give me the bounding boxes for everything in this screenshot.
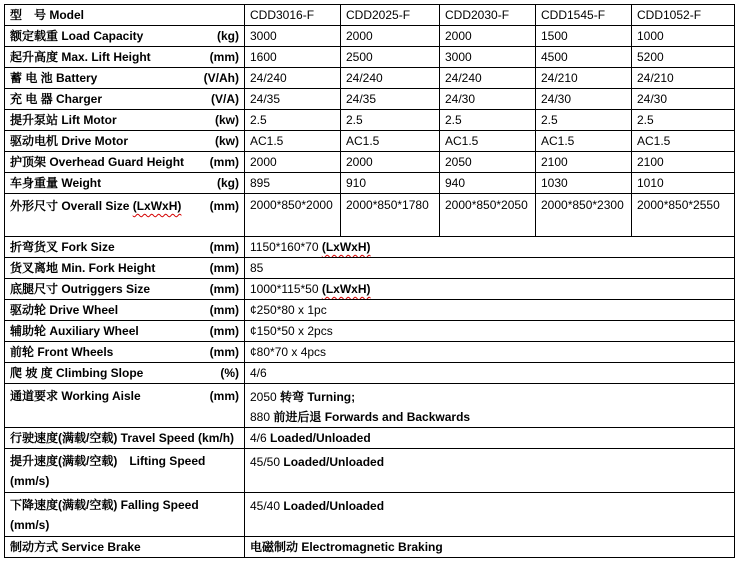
spec-value-cell: 24/30 [440, 89, 536, 110]
merged-value-cell [245, 363, 735, 384]
row-unit: (mm) [209, 389, 239, 403]
row-unit: (mm) [209, 302, 239, 317]
value-segment: (LxWxH) [321, 240, 371, 254]
value-line [250, 237, 729, 257]
spec-value-cell: 2000*850*2300 [536, 194, 632, 237]
model-column-header: CDD2030-F [440, 5, 536, 26]
label-segment: 制动方式 Service Brake [10, 539, 141, 554]
spec-value-cell: 2.5 [245, 110, 341, 131]
value-line [250, 300, 729, 320]
spec-value-cell: 2.5 [536, 110, 632, 131]
row-label-text [10, 259, 155, 278]
row-label-text [10, 90, 102, 109]
row-label-text [10, 111, 117, 130]
row-label-line2: (mm/s) [10, 474, 50, 488]
row-label-line [10, 496, 239, 515]
row-label [5, 89, 245, 110]
spec-value-cell: 2050 [440, 152, 536, 173]
value-segment: 电磁制动 Electromagnetic Braking [250, 540, 443, 554]
row-label-line [10, 48, 239, 67]
merged-value-cell [245, 342, 735, 363]
spec-value-cell: 2.5 [341, 110, 440, 131]
value-segment: ¢150*50 x 2pcs [250, 324, 333, 338]
spec-value-cell: 24/210 [536, 68, 632, 89]
spec-value-cell: AC1.5 [440, 131, 536, 152]
model-column-header: CDD3016-F [245, 5, 341, 26]
spec-value-cell: 2000 [341, 26, 440, 47]
table-row [5, 449, 735, 493]
spec-table [4, 4, 735, 558]
merged-value-cell [245, 384, 735, 428]
table-row [5, 194, 735, 237]
table-row [5, 428, 735, 449]
row-label-line [10, 538, 239, 557]
row-label [5, 194, 245, 237]
row-label-line [10, 153, 239, 172]
row-label [5, 537, 245, 558]
spec-value-cell: 3000 [440, 47, 536, 68]
label-segment: 外形尺寸 Overall Size [10, 199, 133, 213]
row-label-line [10, 301, 239, 320]
value-segment: 1150*160*70 [250, 240, 322, 254]
model-header-label: 型 号 Model [5, 5, 245, 26]
spec-value-cell: 2000 [440, 26, 536, 47]
row-label-text [10, 132, 128, 151]
table-row [5, 300, 735, 321]
row-label-text [10, 322, 139, 341]
spec-value-cell: 24/35 [341, 89, 440, 110]
row-label [5, 300, 245, 321]
row-label-line [10, 197, 239, 216]
merged-value-cell [245, 428, 735, 449]
spec-value-cell: 940 [440, 173, 536, 194]
spec-value-cell: 2000 [341, 152, 440, 173]
value-segment: Loaded/Unloaded [283, 499, 385, 513]
table-row [5, 237, 735, 258]
row-label [5, 384, 245, 428]
table-row [5, 493, 735, 537]
spec-value-cell: 24/240 [341, 68, 440, 89]
label-segment: 行驶速度(满载/空载) Travel Speed (km/h) [10, 430, 235, 445]
spec-value-cell: 1600 [245, 47, 341, 68]
label-segment: 车身重量 Weight [10, 175, 102, 190]
row-unit: (mm) [209, 260, 239, 275]
spec-value-cell: 2000*850*2000 [245, 194, 341, 237]
row-label-line [10, 27, 239, 46]
value-segment: 前进后退 Forwards and Backwards [273, 410, 471, 424]
spec-value-cell: 2100 [536, 152, 632, 173]
spec-value-cell: 2000*850*1780 [341, 194, 440, 237]
row-unit: (mm) [209, 199, 239, 213]
label-segment: 驱动电机 Drive Motor [10, 133, 129, 148]
merged-value-cell [245, 493, 735, 537]
spec-value-cell: 2000 [245, 152, 341, 173]
value-segment: 4/6 [250, 431, 271, 445]
spec-value-cell: 2.5 [440, 110, 536, 131]
table-row [5, 152, 735, 173]
spec-value-cell: AC1.5 [341, 131, 440, 152]
row-label [5, 110, 245, 131]
table-row [5, 342, 735, 363]
row-unit: (mm) [209, 239, 239, 254]
row-label-text [10, 174, 101, 193]
row-label [5, 363, 245, 384]
row-label-text [10, 387, 141, 406]
spec-value-cell: 895 [245, 173, 341, 194]
table-row [5, 110, 735, 131]
label-segment: 底腿尺寸 Outriggers Size [10, 281, 151, 296]
label-segment: 货叉离地 Min. Fork Height [10, 260, 156, 275]
value-segment: 2050 [250, 390, 281, 404]
label-segment: 蓄 电 池 Battery [10, 70, 98, 85]
spec-value-cell: 2100 [632, 152, 735, 173]
spec-value-cell: 24/30 [632, 89, 735, 110]
spec-value-cell: 1500 [536, 26, 632, 47]
label-segment: 提升速度(满载/空载) Lifting Speed [10, 454, 206, 468]
row-label [5, 26, 245, 47]
row-unit: (mm) [209, 281, 239, 296]
row-label-line [10, 259, 239, 278]
row-label [5, 428, 245, 449]
label-segment: 起升高度 Max. Lift Height [10, 49, 151, 64]
row-unit: (%) [220, 365, 239, 380]
row-label-line [10, 111, 239, 130]
spec-value-cell: 24/240 [440, 68, 536, 89]
spec-value-cell: 24/240 [245, 68, 341, 89]
row-label-line [10, 387, 239, 406]
spec-value-cell: 2.5 [632, 110, 735, 131]
label-segment: 提升泵站 Lift Motor [10, 112, 117, 127]
row-label-line [10, 90, 239, 109]
value-line [250, 342, 729, 362]
row-unit: (kg) [217, 175, 239, 190]
row-label-line [10, 132, 239, 151]
value-segment: (LxWxH) [321, 282, 371, 296]
model-column-header: CDD1052-F [632, 5, 735, 26]
row-unit: (kw) [215, 112, 239, 127]
row-label-line [10, 238, 239, 257]
row-label [5, 152, 245, 173]
row-label-line [10, 364, 239, 383]
value-segment: 转弯 Turning; [280, 390, 356, 404]
row-label-text [10, 364, 143, 383]
spec-value-cell: AC1.5 [245, 131, 341, 152]
spec-value-cell: 24/30 [536, 89, 632, 110]
row-label [5, 68, 245, 89]
value-line [250, 321, 729, 341]
row-unit: (mm) [209, 49, 239, 64]
table-row [5, 131, 735, 152]
row-label [5, 47, 245, 68]
spec-value-cell: 2500 [341, 47, 440, 68]
row-unit: (V/A) [211, 91, 239, 106]
row-label-text [10, 429, 234, 448]
row-label [5, 449, 245, 493]
value-line [250, 363, 729, 383]
row-unit: (mm) [209, 154, 239, 169]
spec-value-cell: 24/210 [632, 68, 735, 89]
row-label-text [10, 48, 151, 67]
row-label-line [10, 69, 239, 88]
table-row [5, 89, 735, 110]
value-line [250, 496, 729, 516]
value-line [250, 387, 729, 407]
label-segment: 爬 坡 度 Climbing Slope [10, 365, 144, 380]
model-column-header: CDD2025-F [341, 5, 440, 26]
row-label-line [10, 174, 239, 193]
row-label-text [10, 538, 141, 557]
spec-value-cell: 3000 [245, 26, 341, 47]
value-segment: 4/6 [250, 366, 267, 380]
spec-value-cell: 2000*850*2050 [440, 194, 536, 237]
row-unit: (mm) [209, 323, 239, 338]
value-segment: ¢80*70 x 4pcs [250, 345, 327, 359]
table-header-row [5, 5, 735, 26]
label-segment: 折弯货叉 Fork Size [10, 239, 115, 254]
table-row [5, 258, 735, 279]
table-row [5, 173, 735, 194]
value-line [250, 537, 729, 557]
spec-value-cell: 910 [341, 173, 440, 194]
spec-value-cell: 5200 [632, 47, 735, 68]
table-row [5, 384, 735, 428]
row-label [5, 342, 245, 363]
value-line [250, 279, 729, 299]
row-label-text [10, 301, 118, 320]
merged-value-cell [245, 258, 735, 279]
value-line [250, 428, 729, 448]
row-label-line2: (mm/s) [10, 518, 50, 532]
row-label [5, 279, 245, 300]
row-label-line [10, 280, 239, 299]
label-segment: 辅助轮 Auxiliary Wheel [10, 323, 139, 338]
label-segment: 前轮 Front Wheels [10, 344, 114, 359]
merged-value-cell [245, 449, 735, 493]
spec-table-body [5, 5, 735, 558]
value-segment: 880 [250, 410, 274, 424]
row-unit: (mm) [209, 344, 239, 359]
row-label-text [10, 280, 150, 299]
table-row [5, 537, 735, 558]
merged-value-cell [245, 537, 735, 558]
row-label-line [10, 322, 239, 341]
spec-value-cell: 4500 [536, 47, 632, 68]
row-unit: (kg) [217, 28, 239, 43]
value-segment: 85 [250, 261, 264, 275]
value-segment: 45/40 [250, 499, 284, 513]
merged-value-cell [245, 300, 735, 321]
label-segment: 通道要求 Working Aisle [10, 389, 141, 403]
spec-value-cell: 1000 [632, 26, 735, 47]
value-segment: ¢250*80 x 1pc [250, 303, 327, 317]
label-segment: 驱动轮 Drive Wheel [10, 302, 119, 317]
table-row [5, 47, 735, 68]
label-segment: 充 电 器 Charger [10, 91, 103, 106]
row-label [5, 258, 245, 279]
merged-value-cell [245, 237, 735, 258]
value-segment: Loaded/Unloaded [270, 431, 371, 445]
row-label-text [10, 238, 115, 257]
row-unit: (V/Ah) [203, 70, 239, 85]
spec-value-cell: AC1.5 [632, 131, 735, 152]
row-label-line [10, 343, 239, 362]
label-segment: 护顶架 Overhead Guard Height [10, 154, 185, 169]
row-label [5, 493, 245, 537]
row-label-text [10, 69, 97, 88]
value-segment: 45/50 [250, 455, 284, 469]
table-row [5, 321, 735, 342]
label-segment: (LxWxH) [132, 199, 182, 213]
merged-value-cell [245, 321, 735, 342]
model-column-header: CDD1545-F [536, 5, 632, 26]
spec-value-cell: 24/35 [245, 89, 341, 110]
label-segment: 额定载重 Load Capacity [10, 28, 144, 43]
spec-value-cell: 1010 [632, 173, 735, 194]
row-label-text [10, 153, 184, 172]
value-segment: 1000*115*50 [250, 282, 322, 296]
table-row [5, 68, 735, 89]
row-label [5, 131, 245, 152]
row-label [5, 173, 245, 194]
row-label-text [10, 452, 205, 471]
table-row [5, 26, 735, 47]
row-label-line [10, 452, 239, 471]
row-label-text [10, 27, 143, 46]
row-label-text [10, 496, 199, 515]
row-label-text [10, 343, 113, 362]
value-line [250, 452, 729, 472]
value-segment: Loaded/Unloaded [283, 455, 385, 469]
spec-value-cell: 1030 [536, 173, 632, 194]
row-unit: (kw) [215, 133, 239, 148]
spec-value-cell: AC1.5 [536, 131, 632, 152]
row-label-text [10, 197, 181, 216]
row-label [5, 237, 245, 258]
table-row [5, 279, 735, 300]
merged-value-cell [245, 279, 735, 300]
value-line [250, 407, 729, 427]
value-line [250, 258, 729, 278]
spec-value-cell: 2000*850*2550 [632, 194, 735, 237]
table-row [5, 363, 735, 384]
row-label [5, 321, 245, 342]
label-segment: 下降速度(满载/空载) Falling Speed [10, 498, 199, 512]
row-label-line [10, 429, 239, 448]
